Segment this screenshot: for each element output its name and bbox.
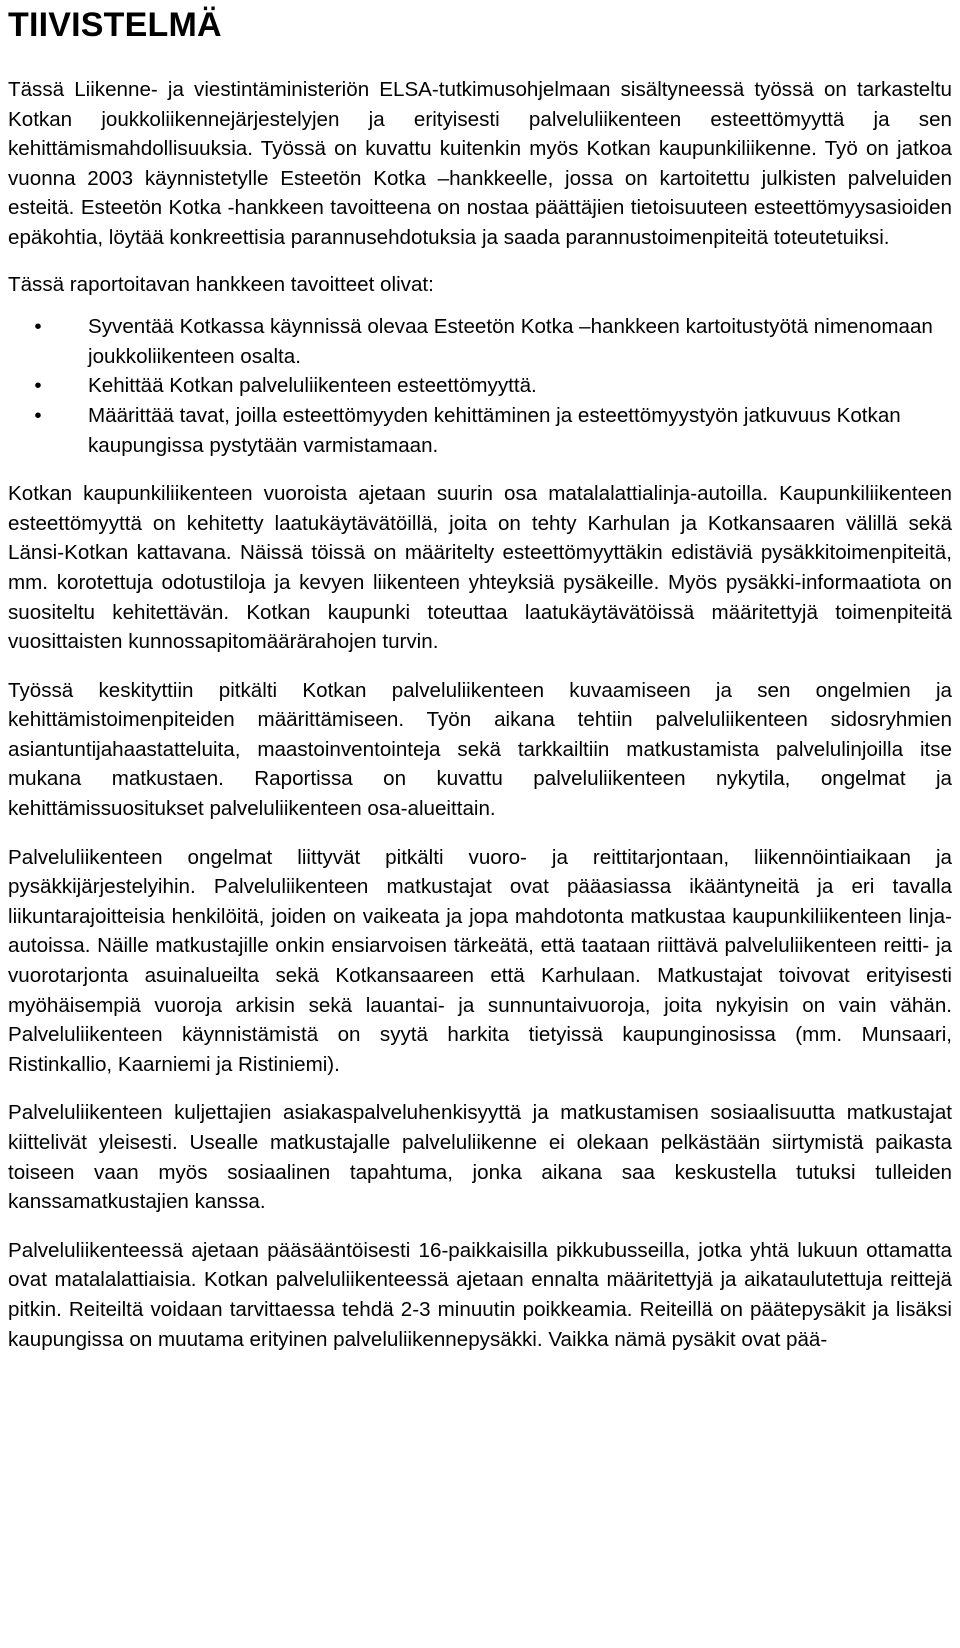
list-item	[8, 371, 952, 401]
goals-list	[8, 312, 952, 460]
page-title: TIIVISTELMÄ	[8, 6, 222, 44]
body-paragraph-vehicles: Palveluliikenteessä ajetaan pääsääntöisesti 16-paikkaisilla pikkubusseilla, jotka yhtä lukuun ottamatta ovat matalalattiaisia. Kotkan palveluliikenteessä ajetaan ennalta määritettyjä ja aikataulutettuja reittejä pitkin. Reiteiltä voidaan tarvittaessa tehdä 2-3 minuutin poikkeamia. Reiteillä on päätepysäkit ja lisäksi kaupungissa on muutama erityinen palveluliikennepysäkki. Vaikka nämä pysäkit ovat pää-	[8, 1238, 952, 1351]
goals-intro-paragraph: Tässä raportoitavan hankkeen tavoitteet olivat:	[8, 272, 434, 296]
bullet-icon: •	[34, 374, 42, 398]
bullet-icon: •	[34, 403, 42, 427]
bullet-icon: •	[34, 315, 42, 339]
body-paragraph-drivers: Palveluliikenteen kuljettajien asiakaspalveluhenkisyyttä ja matkustamisen sosiaalisuutta matkustajat kiittelivät yleisesti. Usealle matkustajalle palveluliikenne ei olekaan pelkästään siirtymistä paikasta toiseen vaan myös sosiaalinen tapahtuma, jonka aikana saa keskustella tutuksi tulleiden kanssamatkustajien kanssa.	[8, 1101, 952, 1214]
list-item	[8, 312, 952, 371]
list-item	[8, 401, 952, 460]
goal-text: Määrittää tavat, joilla esteettömyyden kehittäminen ja esteettömyystyön jatkuvuus Kotkan kaupungissa pystytään varmistamaan.	[88, 403, 901, 457]
intro-paragraph: Tässä Liikenne- ja viestintäministeriön ELSA-tutkimusohjelmaan sisältyneessä työssä on tarkasteltu Kotkan joukkoliikennejärjestelyjen ja erityisesti palveluliikenteen esteettömyyttä ja sen kehittämismahdollisuuksia. Työssä on kuvattu kuitenkin myös Kotkan kaupunkiliikenne. Työ on jatkoa vuonna 2003 käynnistetylle Esteetön Kotka –hankkeelle, jossa on kartoitettu julkisten palveluiden esteitä. Esteetön Kotka -hankkeen tavoitteena on nostaa päättäjien tietoisuuteen esteettömyysasioiden epäkohtia, löytää konkreettisia parannusehdotuksia ja saada parannustoimenpiteitä toteutetuiksi.	[8, 78, 952, 249]
goal-text: Kehittää Kotkan palveluliikenteen esteettömyyttä.	[88, 374, 537, 398]
goal-text: Syventää Kotkassa käynnissä olevaa Esteetön Kotka –hankkeen kartoitustyötä nimenomaan joukkoliikenteen osalta.	[88, 315, 933, 368]
body-paragraph-city-transit: Kotkan kaupunkiliikenteen vuoroista ajetaan suurin osa matalalattialinja-autoilla. Kaupunkiliikenteen esteettömyyttä on kehitetty laatukäytävätöillä, joita on tehty Karhulan ja Kotkansaaren välillä sekä Länsi-Kotkan kattavana. Näissä töissä on määritelty esteettömyyttäkin edistäviä pysäkkitoimenpiteitä, mm. korotettuja odotustiloja ja kevyen liikenteen yhteyksiä pysäkeille. Myös pysäkki-informaatiota on suositeltu kehitettävän. Kotkan kaupunki toteuttaa laatukäytävätöissä määritettyjä toimenpiteitä vuosittaisten kunnossapitomäärärahojen turvin.	[8, 482, 952, 654]
body-paragraph-focus: Työssä keskityttiin pitkälti Kotkan palveluliikenteen kuvaamiseen ja sen ongelmien ja kehittämistoimenpiteiden määrittämiseen. Työn aikana tehtiin palveluliikenteen sidosryhmien asiantuntijahaastatteluita, maastoinventointeja sekä tarkkailtiin matkustamista palvelulinjoilla itse mukana matkustaen. Raportissa on kuvattu palveluliikenteen nykytila, ongelmat ja kehittämissuositukset palveluliikenteen osa-alueittain.	[8, 678, 952, 821]
document-page	[8, 0, 952, 1354]
body-paragraph-problems: Palveluliikenteen ongelmat liittyvät pitkälti vuoro- ja reittitarjontaan, liikennöintiaikaan ja pysäkkijärjestelyihin. Palveluliikenteen matkustajat ovat pääasiassa ikääntyneitä ja eri tavalla liikuntarajoitteisia henkilöitä, joiden on vaikeata ja jopa mahdotonta matkustaa kaupunkiliikenteen linja-autoissa. Näille matkustajille onkin ensiarvoisen tärkeätä, että taataan riittävä palveluliikenteen reitti- ja vuorotarjonta asuinalueilta sekä Kotkansaareen että Karhulaan. Matkustajat toivovat erityisesti myöhäisempiä vuoroja arkisin sekä lauantai- ja sunnuntaivuoroja, joita nykyisin on vain vähän. Palveluliikenteen käynnistämistä on syytä harkita tietyissä kaupunginosissa (mm. Munsaari, Ristinkallio, Kaarniemi ja Ristiniemi).	[8, 845, 952, 1076]
